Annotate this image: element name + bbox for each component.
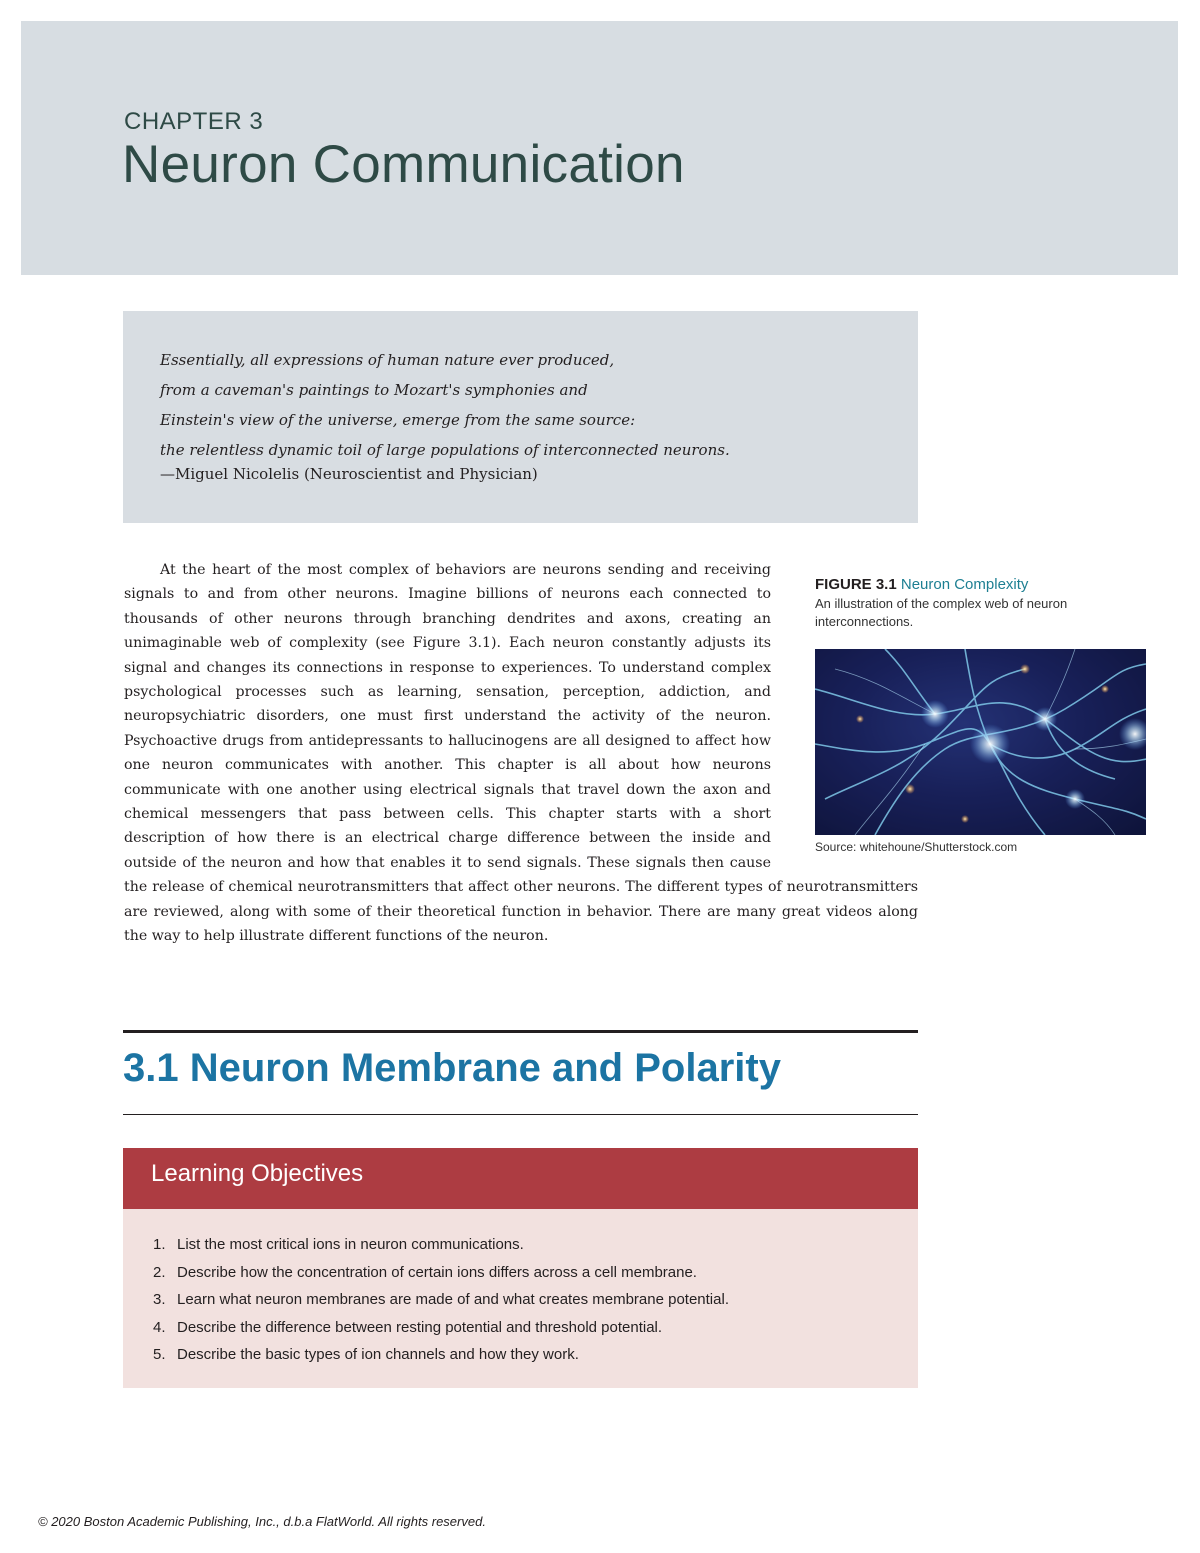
figure-description: An illustration of the complex web of neuron interconnections. bbox=[815, 596, 1068, 629]
section-divider-bottom bbox=[123, 1114, 918, 1115]
intro-paragraph-container bbox=[124, 558, 918, 949]
neuron-network-icon bbox=[815, 649, 1146, 835]
list-item: 3. Learn what neuron membranes are made of and what creates membrane potential. bbox=[153, 1291, 729, 1308]
epigraph-line: the relentless dynamic toil of large populations of interconnected neurons. bbox=[160, 441, 730, 459]
list-item: 2. Describe how the concentration of certain ions differs across a cell membrane. bbox=[153, 1263, 697, 1281]
epigraph-attribution: —Miguel Nicolelis (Neuroscientist and Physician) bbox=[160, 465, 538, 483]
copyright-footer: © 2020 Boston Academic Publishing, Inc., d.b.a FlatWorld. All rights reserved. bbox=[38, 1514, 486, 1529]
figure-number: FIGURE 3.1 bbox=[815, 576, 897, 593]
learning-objectives-header bbox=[123, 1148, 918, 1209]
epigraph-line: Einstein's view of the universe, emerge from the same source: bbox=[160, 411, 636, 429]
figure-name: Neuron Complexity bbox=[900, 576, 1029, 593]
section-title: 3.1 Neuron Membrane and Polarity bbox=[123, 1046, 781, 1090]
figure-caption bbox=[815, 576, 1147, 631]
epigraph-quote bbox=[160, 345, 900, 465]
neuron-network-image bbox=[815, 649, 1146, 835]
figure-title bbox=[815, 576, 1147, 593]
learning-objectives-body bbox=[123, 1209, 918, 1388]
chapter-title: Neuron Communication bbox=[122, 135, 685, 194]
epigraph-line: Essentially, all expressions of human nature ever produced, bbox=[160, 351, 615, 369]
chapter-label: CHAPTER 3 bbox=[124, 108, 264, 135]
intro-paragraph: At the heart of the most complex of behaviors are neurons sending and receiving signals to and from other neurons. Imagine billions of neurons each connected to thousands of other neurons through branching dendrites and axons, creating an unimaginable web of complexity (see Figure 3.1). Each neuron constantly adjusts its signal and changes its connections in response to experiences. To understand complex psychological processes such as learning, sensation, perception, addiction, and neuropsychiatric disorders, one must first understand the activity of the neuron. Psychoactive drugs from antidepressants to hallucinogens are all designed to affect how one neuron communicates with another. This chapter is all about how neurons communicate with one another using electrical signals that travel down the axon and chemical messengers that pass between cells. This chapter starts with a short description of how there is an electrical charge difference between the inside and outside of the neuron and how that enables it to send signals. These signals then cause the release of chemical neurotransmitters that affect other neurons. The different types of neurotransmitters are reviewed, along with some of their theoretical function in behavior. There are many great videos along the way to help illustrate different functions of the neuron. bbox=[124, 562, 918, 945]
epigraph-line: from a caveman's paintings to Mozart's symphonies and bbox=[160, 381, 588, 399]
list-item: 4. Describe the difference between resting potential and threshold potential. bbox=[153, 1318, 663, 1336]
list-item: 1. List the most critical ions in neuron communications. bbox=[153, 1236, 524, 1253]
section-divider-top bbox=[123, 1030, 918, 1033]
figure-source: Source: whitehoune/Shutterstock.com bbox=[815, 840, 1018, 854]
list-item: 5. Describe the basic types of ion channels and how they work. bbox=[153, 1346, 579, 1363]
learning-objectives-list bbox=[153, 1236, 729, 1374]
learning-objectives-title: Learning Objectives bbox=[151, 1160, 364, 1187]
